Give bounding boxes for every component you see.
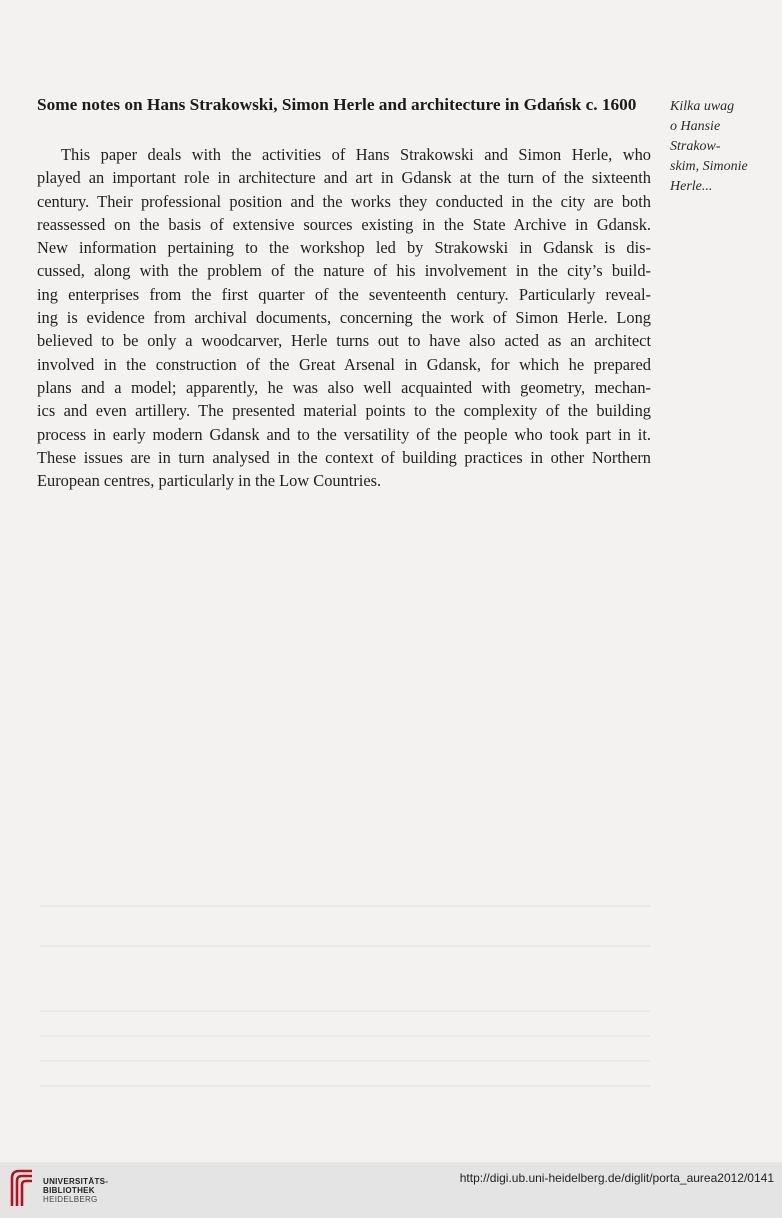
paragraph-line: This paper deals with the activities of Hans Strakowski and Simon Herle, who [61, 145, 651, 164]
paragraph-line: process in early modern Gdansk and to the versatility of the people who took part in it. [37, 424, 651, 444]
article-title: Some notes on Hans Strakowski, Simon Herle and architecture in Gdańsk c. 1600 [37, 95, 637, 114]
bleed-through-mark [40, 905, 650, 907]
library-name-line: BIBLIOTHEK [43, 1186, 95, 1195]
marginal-note-line: o Hansie [670, 119, 721, 134]
bleed-through-mark [40, 1010, 650, 1012]
paragraph-line: century. Their professional position and the works they conducted in the city are both [37, 191, 651, 211]
paragraph-line: involved in the construction of the Great Arsenal in Gdansk, for which he prepared [37, 354, 651, 374]
bleed-through-mark [40, 945, 650, 947]
bleed-through-mark [40, 1085, 650, 1087]
abstract-paragraph [37, 143, 651, 492]
paragraph-line: reassessed on the basis of extensive sources existing in the State Archive in Gdansk. [37, 214, 651, 234]
library-name-line: HEIDELBERG [43, 1195, 98, 1204]
paragraph-line: ics and even artillery. The presented material points to the complexity of the building [37, 401, 651, 421]
marginal-note-line: Kilka uwag [670, 99, 735, 114]
paragraph-line: ing enterprises from the first quarter of the seventeenth century. Particularly reveal- [37, 284, 651, 304]
paragraph-line: plans and a model; apparently, he was also well acquainted with geometry, mechan- [37, 377, 651, 397]
bleed-through-mark [40, 1035, 650, 1037]
library-logo-icon[interactable] [8, 1168, 36, 1208]
bleed-through-mark [40, 1060, 650, 1062]
paragraph-line: ing is evidence from archival documents, concerning the work of Simon Herle. Long [37, 308, 651, 328]
marginal-note-line: Strakow- [670, 139, 721, 154]
paragraph-line: European centres, particularly in the Low Countries. [37, 471, 382, 491]
marginal-note-line: skim, Simonie [670, 159, 748, 174]
marginal-note-line: Herle... [670, 179, 713, 194]
paragraph-line: These issues are in turn analysed in the context of building practices in other Northern [37, 447, 651, 467]
marginal-note [670, 97, 770, 197]
paragraph-line: believed to be only a woodcarver, Herle turns out to have also acted as an architect [37, 331, 651, 351]
source-url-link[interactable]: http://digi.ub.uni-heidelberg.de/diglit/porta_aurea2012/0141 [459, 1171, 774, 1185]
library-name-line: UNIVERSITÄTS- [43, 1177, 109, 1186]
library-name[interactable] [43, 1177, 108, 1204]
paragraph-line: cussed, along with the problem of the nature of his involvement in the city’s build- [37, 261, 651, 281]
paragraph-line: played an important role in architecture and art in Gdansk at the turn of the sixteenth [37, 168, 651, 188]
paragraph-line: New information pertaining to the workshop led by Strakowski in Gdansk is dis- [37, 238, 651, 258]
